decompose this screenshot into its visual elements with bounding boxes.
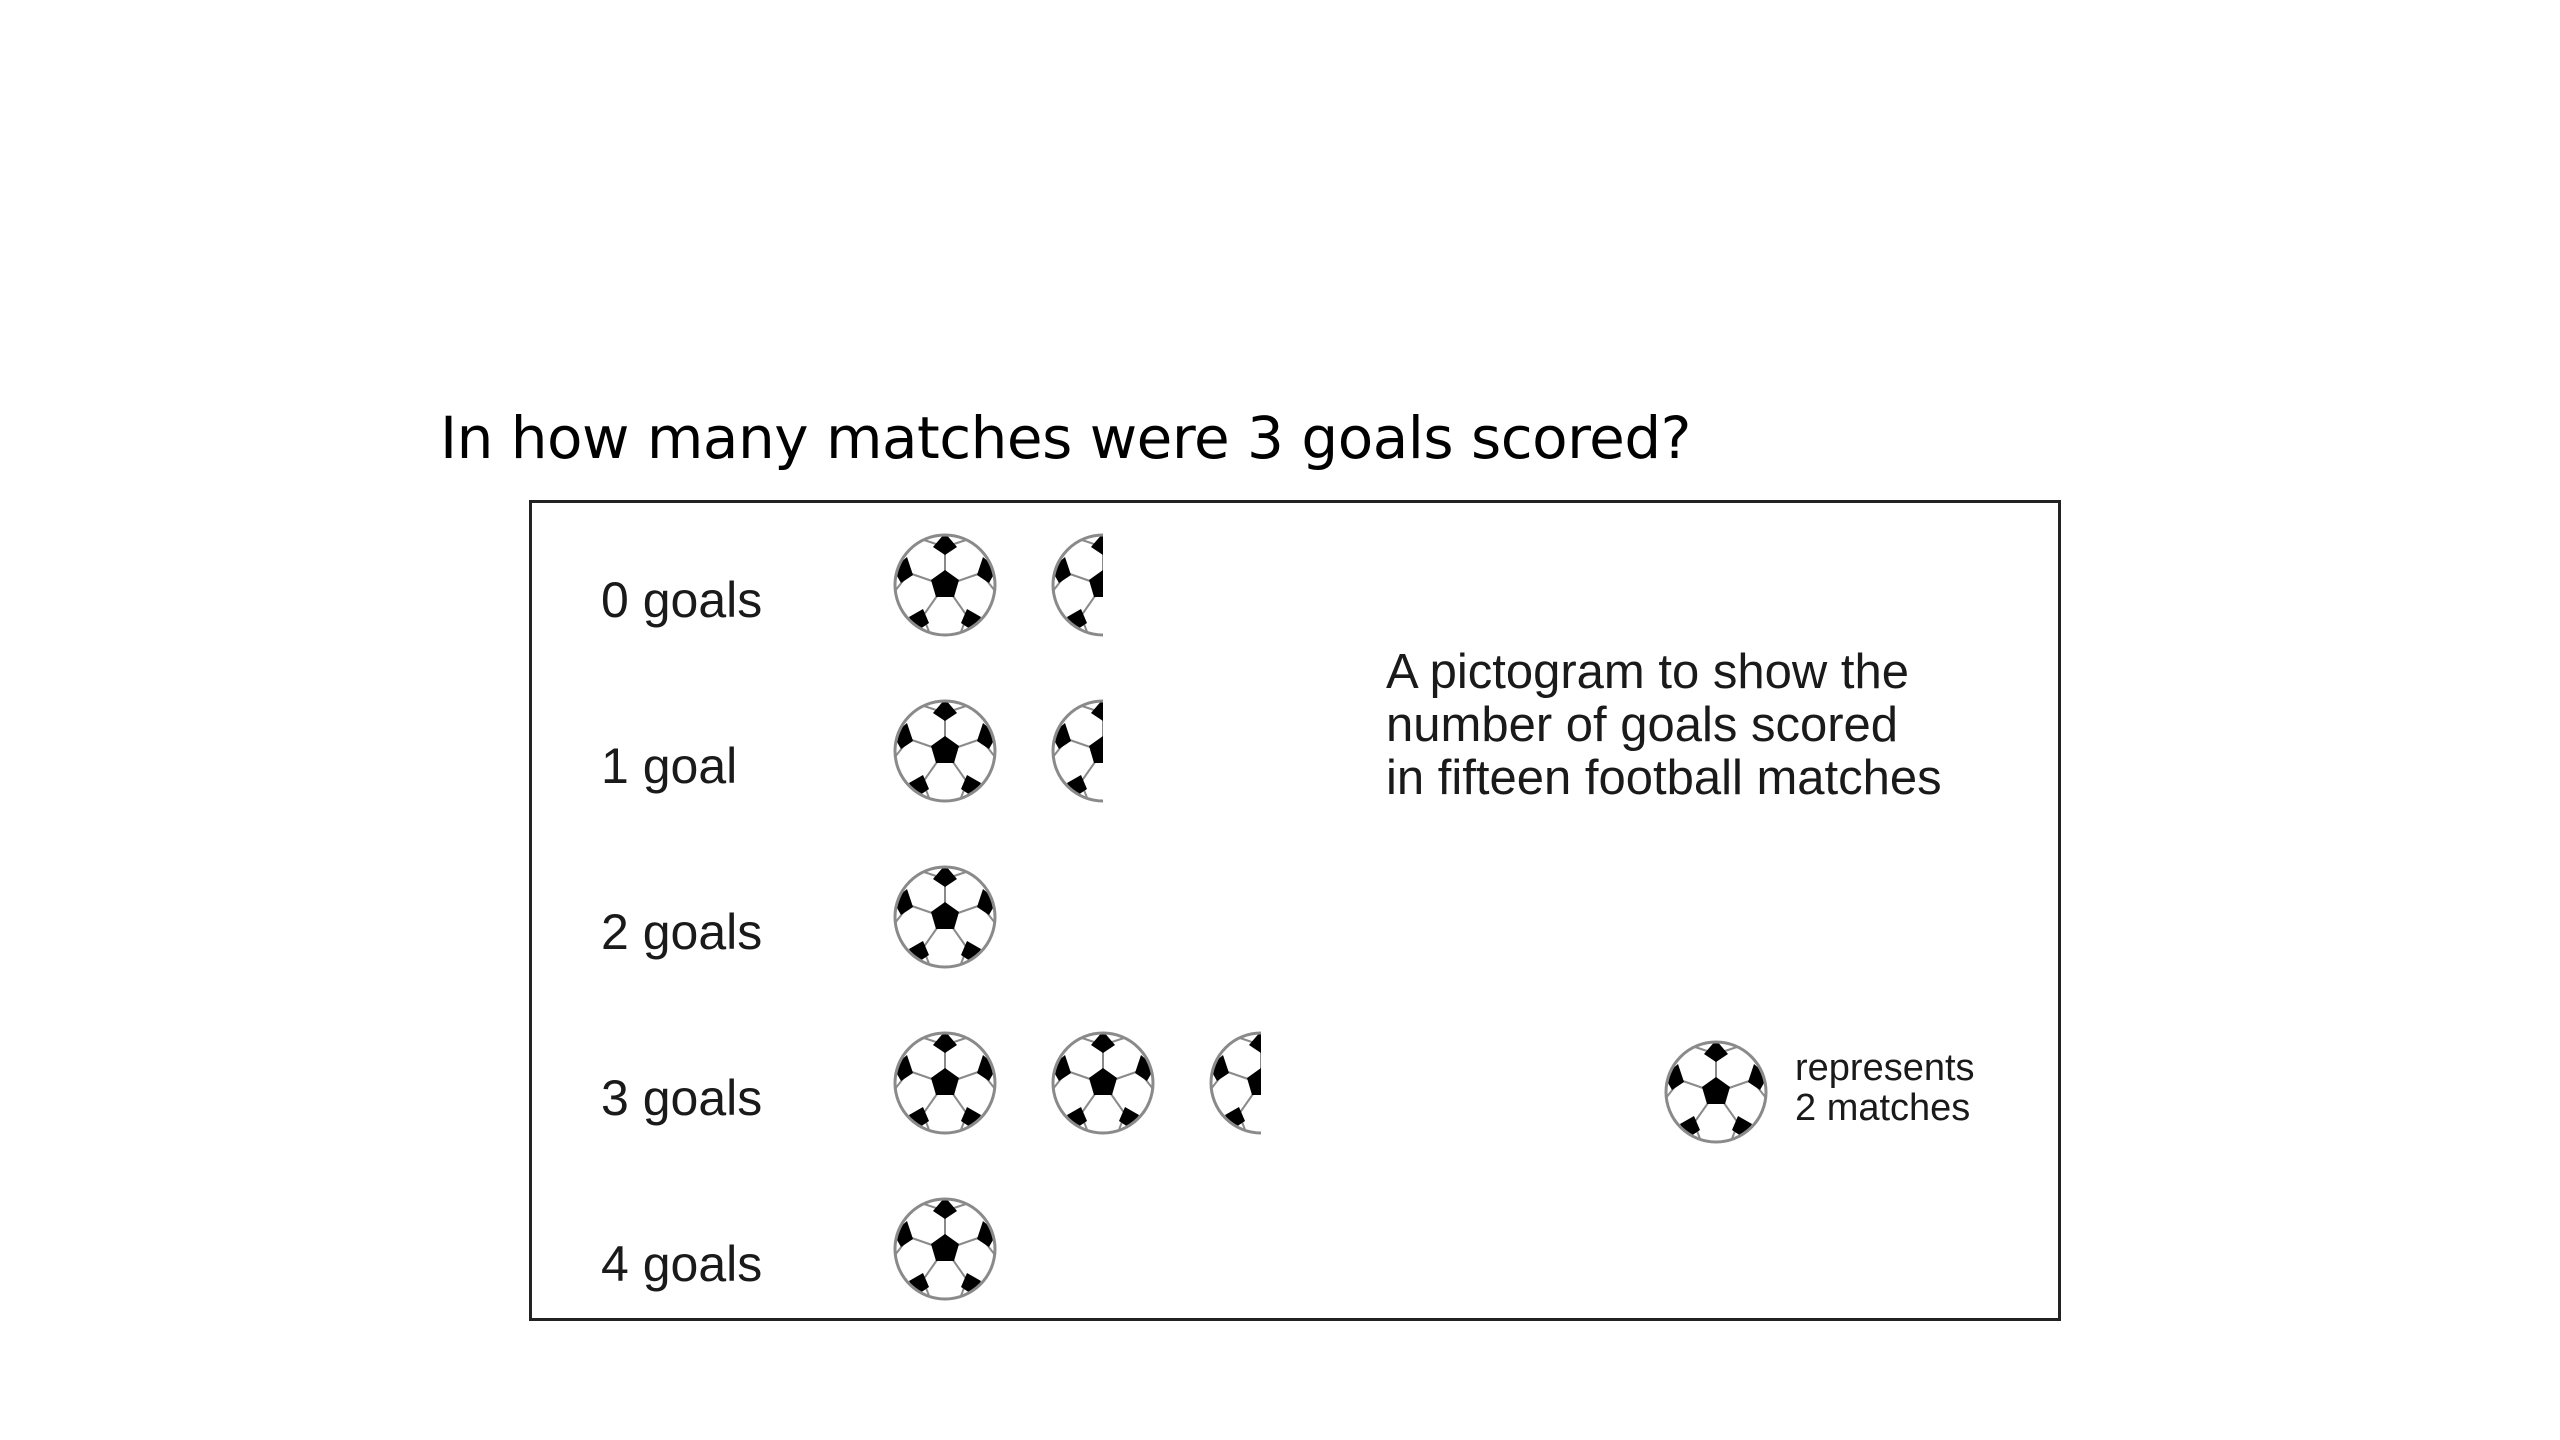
key-text-matches: 2 matches (1795, 1087, 1971, 1129)
row-label-1: 1 goal (601, 738, 738, 794)
football-icon-row-4-0 (893, 1197, 997, 1301)
football-icon-row-1-1 (1051, 699, 1155, 803)
chart-title-line-3: in fifteen football matches (1386, 751, 1942, 805)
chart-title-line-1: A pictogram to show the (1386, 645, 1909, 699)
football-icon-row-3-0 (893, 1031, 997, 1135)
row-label-3: 3 goals (601, 1070, 763, 1126)
football-icon-row-2-0 (893, 865, 997, 969)
key-text-represents: represents (1795, 1047, 1975, 1089)
row-label-2: 2 goals (601, 904, 763, 960)
row-label-0: 0 goals (601, 572, 763, 628)
football-icon-row-3-1 (1051, 1031, 1155, 1135)
football-icon-row-0-0 (893, 533, 997, 637)
football-icon-row-1-0 (893, 699, 997, 803)
chart-title-line-2: number of goals scored (1386, 698, 1899, 752)
football-icon-row-3-2 (1209, 1031, 1313, 1135)
football-icon-row-0-1 (1051, 533, 1155, 637)
question-title: In how many matches were 3 goals scored? (440, 404, 1691, 472)
key-football-icon (1664, 1040, 1768, 1144)
row-label-4: 4 goals (601, 1236, 763, 1292)
